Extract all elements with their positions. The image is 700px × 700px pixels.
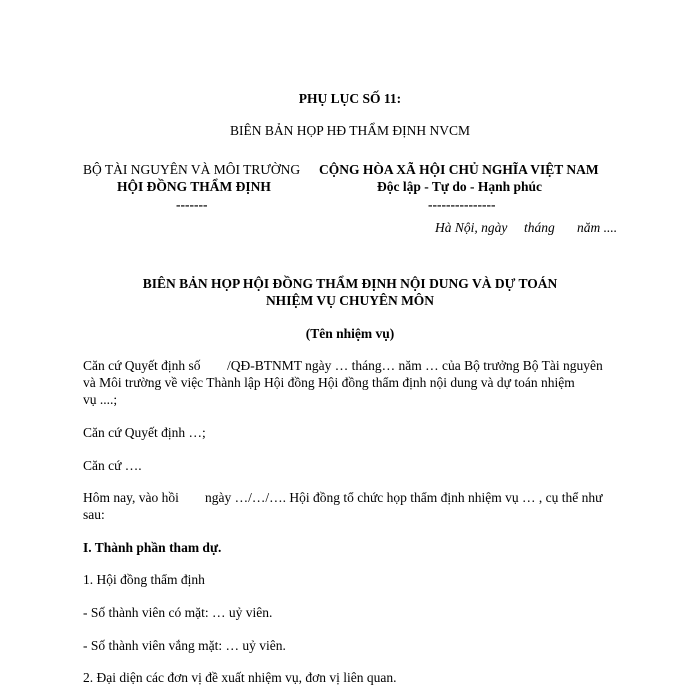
para4-line1-a: Hôm nay, vào hồi: [83, 490, 179, 505]
item1-present: - Số thành viên có mặt: … uỷ viên.: [83, 605, 273, 620]
date-year: năm ....: [577, 220, 618, 235]
para4-line1-b: ngày …/…/…. Hội đồng tổ chức họp thẩm định nhiệm vụ … , cụ thể như: [205, 490, 603, 505]
para1-line1-a: Căn cứ Quyết định số: [83, 358, 201, 373]
item1-absent: - Số thành viên vắng mặt: … uỷ viên.: [83, 638, 286, 653]
doc-title-line2: NHIỆM VỤ CHUYÊN MÔN: [265, 293, 435, 308]
header-left-rule: -------: [176, 197, 208, 212]
appendix-title: PHỤ LỤC SỐ 11:: [298, 91, 402, 106]
para1-line3: vụ ....;: [83, 392, 118, 407]
section1-heading: I. Thành phần tham dự.: [83, 540, 222, 555]
date-place: Hà Nội, ngày: [435, 220, 508, 235]
header-right-rule: ---------------: [428, 197, 496, 212]
para1-line2: và Môi trường về việc Thành lập Hội đồng Hội đồng thẩm định nội dung và dự toán nhiệm: [83, 375, 575, 390]
task-name: (Tên nhiệm vụ): [305, 326, 395, 341]
para4-line2: sau:: [83, 507, 105, 522]
para1-line1-b: /QĐ-BTNMT ngày … tháng… năm … của Bộ trưởng Bộ Tài nguyên: [227, 358, 603, 373]
header-left-unit: HỘI ĐỒNG THẨM ĐỊNH: [117, 179, 271, 194]
header-left-org: BỘ TÀI NGUYÊN VÀ MÔI TRƯỜNG: [83, 162, 301, 177]
item2: 2. Đại diện các đơn vị đề xuất nhiệm vụ, đơn vị liên quan.: [83, 670, 397, 685]
item1: 1. Hội đồng thẩm định: [83, 572, 205, 587]
date-month: tháng: [524, 220, 555, 235]
para2: Căn cứ Quyết định …;: [83, 425, 206, 440]
header-right-motto: Độc lập - Tự do - Hạnh phúc: [377, 179, 543, 194]
doc-title-line1: BIÊN BẢN HỌP HỘI ĐỒNG THẨM ĐỊNH NỘI DUNG VÀ DỰ TOÁN: [142, 276, 558, 291]
para3: Căn cứ ….: [83, 458, 142, 473]
appendix-subtitle: BIÊN BẢN HỌP HĐ THẨM ĐỊNH NVCM: [229, 123, 470, 138]
header-right-nation: CỘNG HÒA XÃ HỘI CHỦ NGHĨA VIỆT NAM: [319, 162, 599, 177]
